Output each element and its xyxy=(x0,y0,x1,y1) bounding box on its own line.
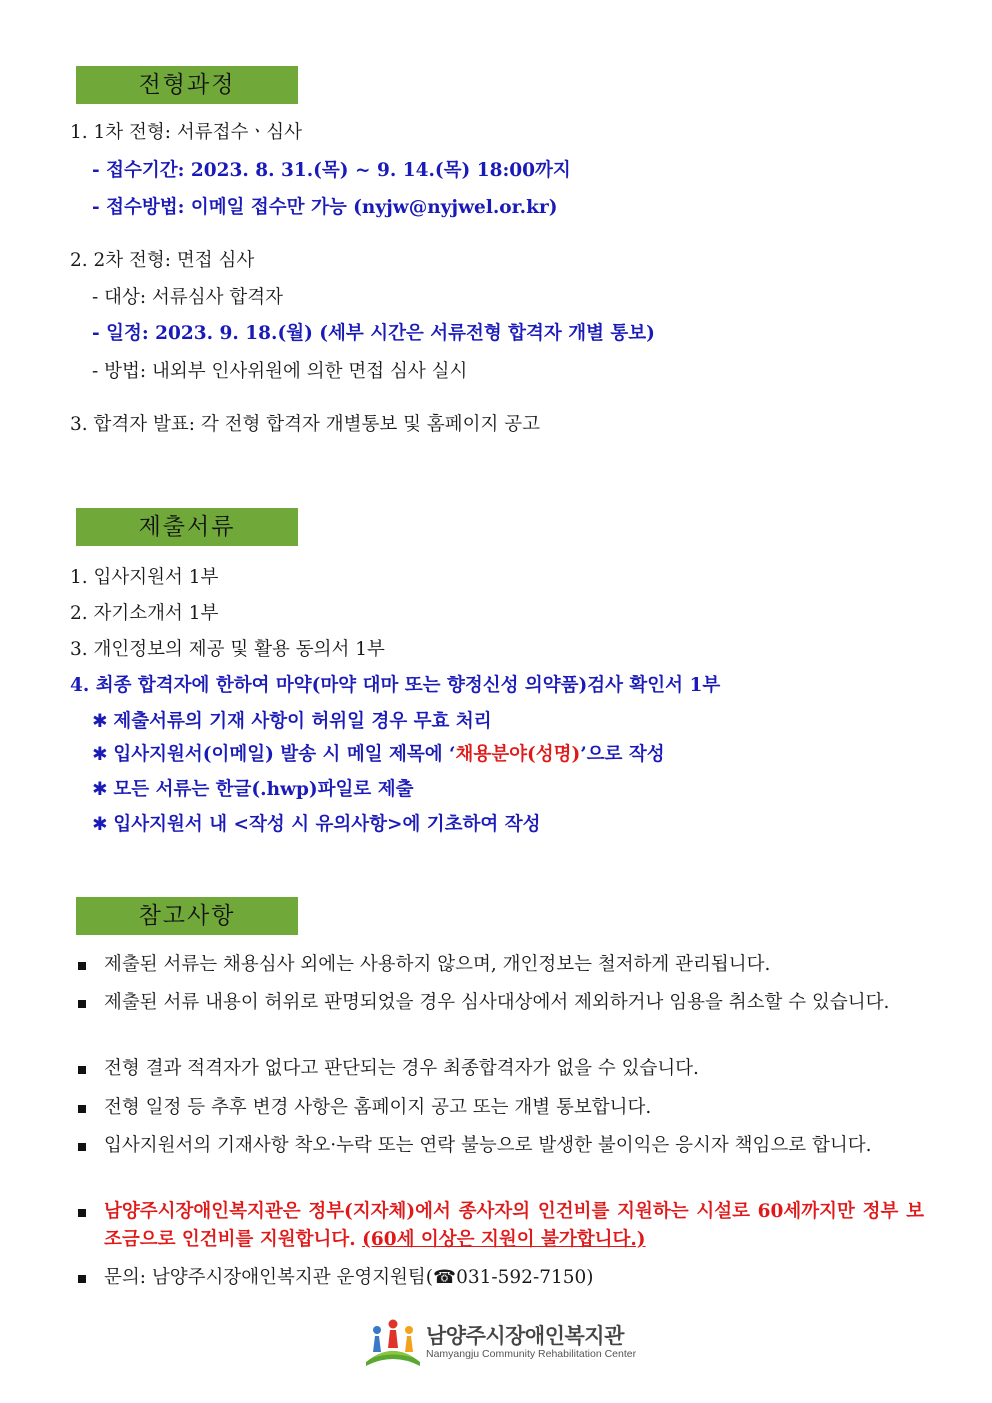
document-4: 4. 최종 합격자에 한하여 마약(마약 대마 또는 향정신성 의약품)검사 확인서 1부 xyxy=(70,675,721,696)
asterisk-icon: ✱ xyxy=(92,814,108,835)
document-3: 3. 개인정보의 제공 및 활용 동의서 1부 xyxy=(70,639,385,660)
document-note-1: ✱ 제출서류의 기재 사항이 허위일 경우 무효 처리 xyxy=(92,711,492,732)
document-note-4: ✱ 입사지원서 내 <작성 시 유의사항>에 기초하여 작성 xyxy=(92,814,541,835)
note-7-contact: 문의: 남양주시장애인복지관 운영지원팀(☎031-592-7150) xyxy=(104,1267,594,1288)
square-bullet-icon xyxy=(78,1209,86,1217)
square-bullet-icon xyxy=(78,962,86,970)
center-logo xyxy=(364,1318,637,1370)
note-5: 입사지원서의 기재사항 착오·누락 또는 연락 불능으로 발생한 불이익은 응시자 책임으로 합니다. xyxy=(104,1135,872,1156)
center-logo-emblem-icon xyxy=(364,1318,422,1370)
document-note-2: ✱ 입사지원서(이메일) 발송 시 메일 제목에 ‘채용분야(성명)’으로 작성 xyxy=(92,744,665,765)
center-name-english: Namyangju Community Rehabilitation Center xyxy=(426,1348,637,1360)
square-bullet-icon xyxy=(78,1000,86,1008)
selection-step-3: 3. 합격자 발표: 각 전형 합격자 개별통보 및 홈페이지 공고 xyxy=(70,414,540,435)
asterisk-icon: ✱ xyxy=(92,744,108,765)
note-2: 제출된 서류 내용이 허위로 판명되었을 경우 심사대상에서 제외하거나 임용을 취소할 수 있습니다. xyxy=(104,992,890,1013)
square-bullet-icon xyxy=(78,1105,86,1113)
age-limit-notice: (60세 이상은 지원이 불가합니다.) xyxy=(362,1229,646,1250)
phone-icon: ☎ xyxy=(433,1267,457,1288)
document-1: 1. 입사지원서 1부 xyxy=(70,567,219,588)
asterisk-icon: ✱ xyxy=(92,711,108,732)
square-bullet-icon xyxy=(78,1066,86,1074)
square-bullet-icon xyxy=(78,1275,86,1283)
email-subject-format: 채용분야(성명) xyxy=(455,744,581,765)
note-3: 전형 결과 적격자가 없다고 판단되는 경우 최종합격자가 없을 수 있습니다. xyxy=(104,1058,699,1079)
selection-step-2: 2. 2차 전형: 면접 심사 xyxy=(70,250,255,271)
center-name-korean: 남양주시장애인복지관 xyxy=(426,1324,624,1348)
section-title-documents: 제출서류 xyxy=(76,508,298,546)
note-4: 전형 일정 등 추후 변경 사항은 홈페이지 공고 또는 개별 통보합니다. xyxy=(104,1097,652,1118)
square-bullet-icon xyxy=(78,1143,86,1151)
document-2: 2. 자기소개서 1부 xyxy=(70,603,219,624)
asterisk-icon: ✱ xyxy=(92,779,108,800)
interview-method: - 방법: 내외부 인사위원에 의한 면접 심사 실시 xyxy=(92,361,468,382)
application-method: - 접수방법: 이메일 접수만 가능 (nyjw@nyjwel.or.kr) xyxy=(92,197,558,218)
application-period: - 접수기간: 2023. 8. 31.(목) ~ 9. 14.(목) 18:00까지 xyxy=(92,160,571,181)
note-6: 남양주시장애인복지관은 정부(지자체)에서 종사자의 인건비를 지원하는 시설로 60세까지만 정부 보조금으로 인건비를 지원합니다. (60세 이상은 지원이 불가합니다.) xyxy=(104,1201,924,1250)
document-note-3: ✱ 모든 서류는 한글(.hwp)파일로 제출 xyxy=(92,779,414,800)
section-title-selection-process: 전형과정 xyxy=(76,66,298,104)
note-1: 제출된 서류는 채용심사 외에는 사용하지 않으며, 개인정보는 철저하게 관리됩니다. xyxy=(104,954,771,975)
interview-target: - 대상: 서류심사 합격자 xyxy=(92,287,283,308)
selection-step-1: 1. 1차 전형: 서류접수ㆍ심사 xyxy=(70,122,303,143)
section-title-notes: 참고사항 xyxy=(76,897,298,935)
interview-schedule: - 일정: 2023. 9. 18.(월) (세부 시간은 서류전형 합격자 개별 통보) xyxy=(92,323,655,344)
